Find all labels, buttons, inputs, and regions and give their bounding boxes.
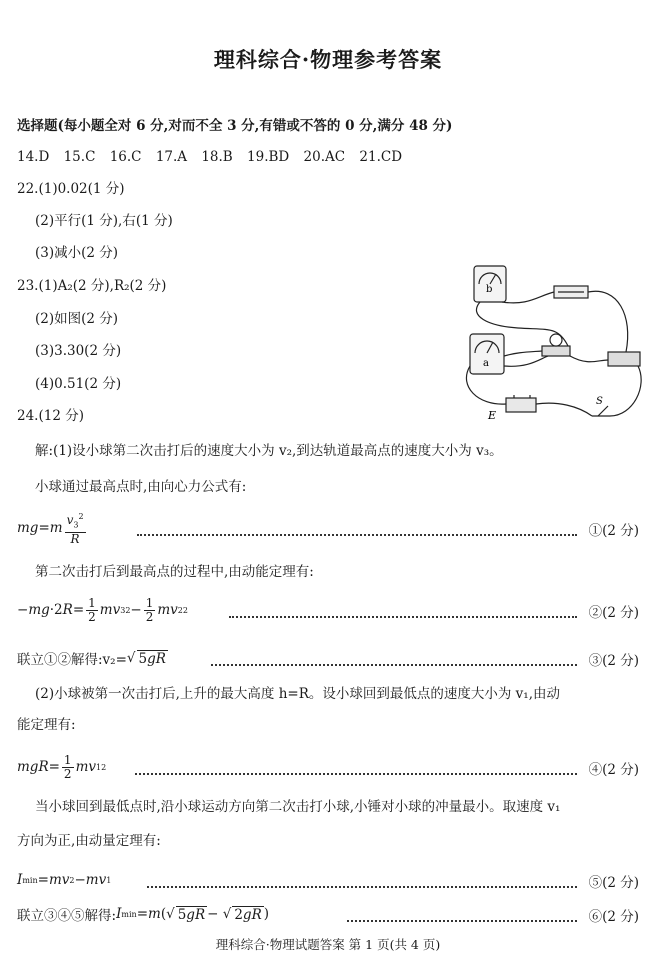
- dot-leader: [135, 761, 577, 775]
- equation-6: 联立③④⑤解得: I min = m (√ 5gR − √ 2gR ): [17, 906, 270, 924]
- answer-18: 18.B: [201, 149, 233, 165]
- score-4: ④(2 分): [588, 762, 639, 778]
- circuit-diagram: [458, 256, 648, 426]
- score-2: ②(2 分): [588, 605, 639, 621]
- q24-part2-line1: (2)小球被第一次击打后,上升的最大高度 h=R。设小球回到最低点的速度大小为 v₁,由动: [35, 686, 560, 702]
- dot-leader: [137, 522, 577, 536]
- page-footer: 理科综合·物理试题答案 第 1 页(共 4 页): [215, 937, 441, 952]
- solve-label: 联立①②解得:v₂=: [17, 652, 127, 668]
- equation-2: − mg ·2 R = $\frac{1}{2}$ mv 3 2 − $\frac{1}{2}$ mv 2 2: [17, 595, 188, 624]
- dot-leader: [229, 604, 577, 618]
- battery-icon: [506, 398, 536, 412]
- answer-15: 15.C: [63, 149, 96, 165]
- q22-part1: 22.(1)0.02(1 分): [17, 181, 125, 197]
- final-label: 联立③④⑤解得:: [17, 908, 117, 924]
- equation-4: mgR = $\frac{1}{2}$ mv 1 2: [17, 752, 107, 781]
- dot-leader: [347, 908, 577, 922]
- q22-part2: (2)平行(1 分),右(1 分): [35, 213, 173, 229]
- meter-a-label: a: [483, 358, 489, 369]
- answer-16: 16.C: [109, 149, 142, 165]
- equation-1-row: [17, 512, 639, 544]
- dot-leader: [211, 652, 577, 666]
- answer-19: 19.BD: [247, 149, 290, 165]
- choice-answers: [17, 148, 412, 166]
- meter-b-label: b: [486, 284, 493, 295]
- q23-part2: (2)如图(2 分): [35, 311, 119, 327]
- q22-part3: (3)减小(2 分): [35, 245, 119, 261]
- equation-3: 联立①②解得:v₂= √ 5gR: [17, 650, 166, 668]
- switch-label: S: [596, 396, 603, 407]
- equation-2-row: [17, 594, 639, 626]
- score-3: ③(2 分): [588, 653, 639, 669]
- q24-impulse-line2: 方向为正,由动量定理有:: [17, 833, 161, 849]
- score-6: ⑥(2 分): [588, 909, 639, 925]
- battery-label: E: [488, 409, 497, 422]
- page-title: 理科综合·物理参考答案: [213, 47, 443, 72]
- answer-14: 14.D: [17, 149, 50, 165]
- q23-part3: (3)3.30(2 分): [35, 343, 122, 359]
- q24-intro: 解:(1)设小球第二次击打后的速度大小为 v₂,到达轨道最高点的速度大小为 v₃。: [35, 443, 503, 459]
- answer-21: 21.CD: [359, 149, 403, 165]
- q23-part1: 23.(1)A₂(2 分),R₂(2 分): [17, 278, 167, 294]
- answer-20: 20.AC: [303, 149, 346, 165]
- equation-6-row: [17, 898, 639, 930]
- q24-part2-line2: 能定理有:: [17, 717, 76, 733]
- q24-impulse-line1: 当小球回到最低点时,沿小球运动方向第二次击打小球,小锤对小球的冲量最小。取速度 v₁: [35, 799, 561, 815]
- equation-3-row: [17, 642, 639, 674]
- q24-header: 24.(12 分): [17, 408, 84, 424]
- equation-1: mg = m $\frac{v_3^2}{R}$: [17, 512, 84, 546]
- q24-energy-text: 第二次击打后到最高点的过程中,由动能定理有:: [35, 564, 314, 580]
- q23-part4: (4)0.51(2 分): [35, 376, 122, 392]
- equation-4-row: [17, 751, 639, 783]
- score-5: ⑤(2 分): [588, 875, 639, 891]
- section-header: 选择题(每小题全对 6 分,对而不全 3 分,有错或不答的 0 分,满分 48 分): [17, 118, 453, 134]
- answer-17: 17.A: [155, 149, 188, 165]
- equation-5-row: [17, 864, 639, 896]
- q24-centripetal-text: 小球通过最高点时,由向心力公式有:: [35, 479, 247, 495]
- score-1: ①(2 分): [588, 523, 639, 539]
- dot-leader: [147, 874, 577, 888]
- equation-5: I min = mv 2 − mv 1: [17, 872, 112, 888]
